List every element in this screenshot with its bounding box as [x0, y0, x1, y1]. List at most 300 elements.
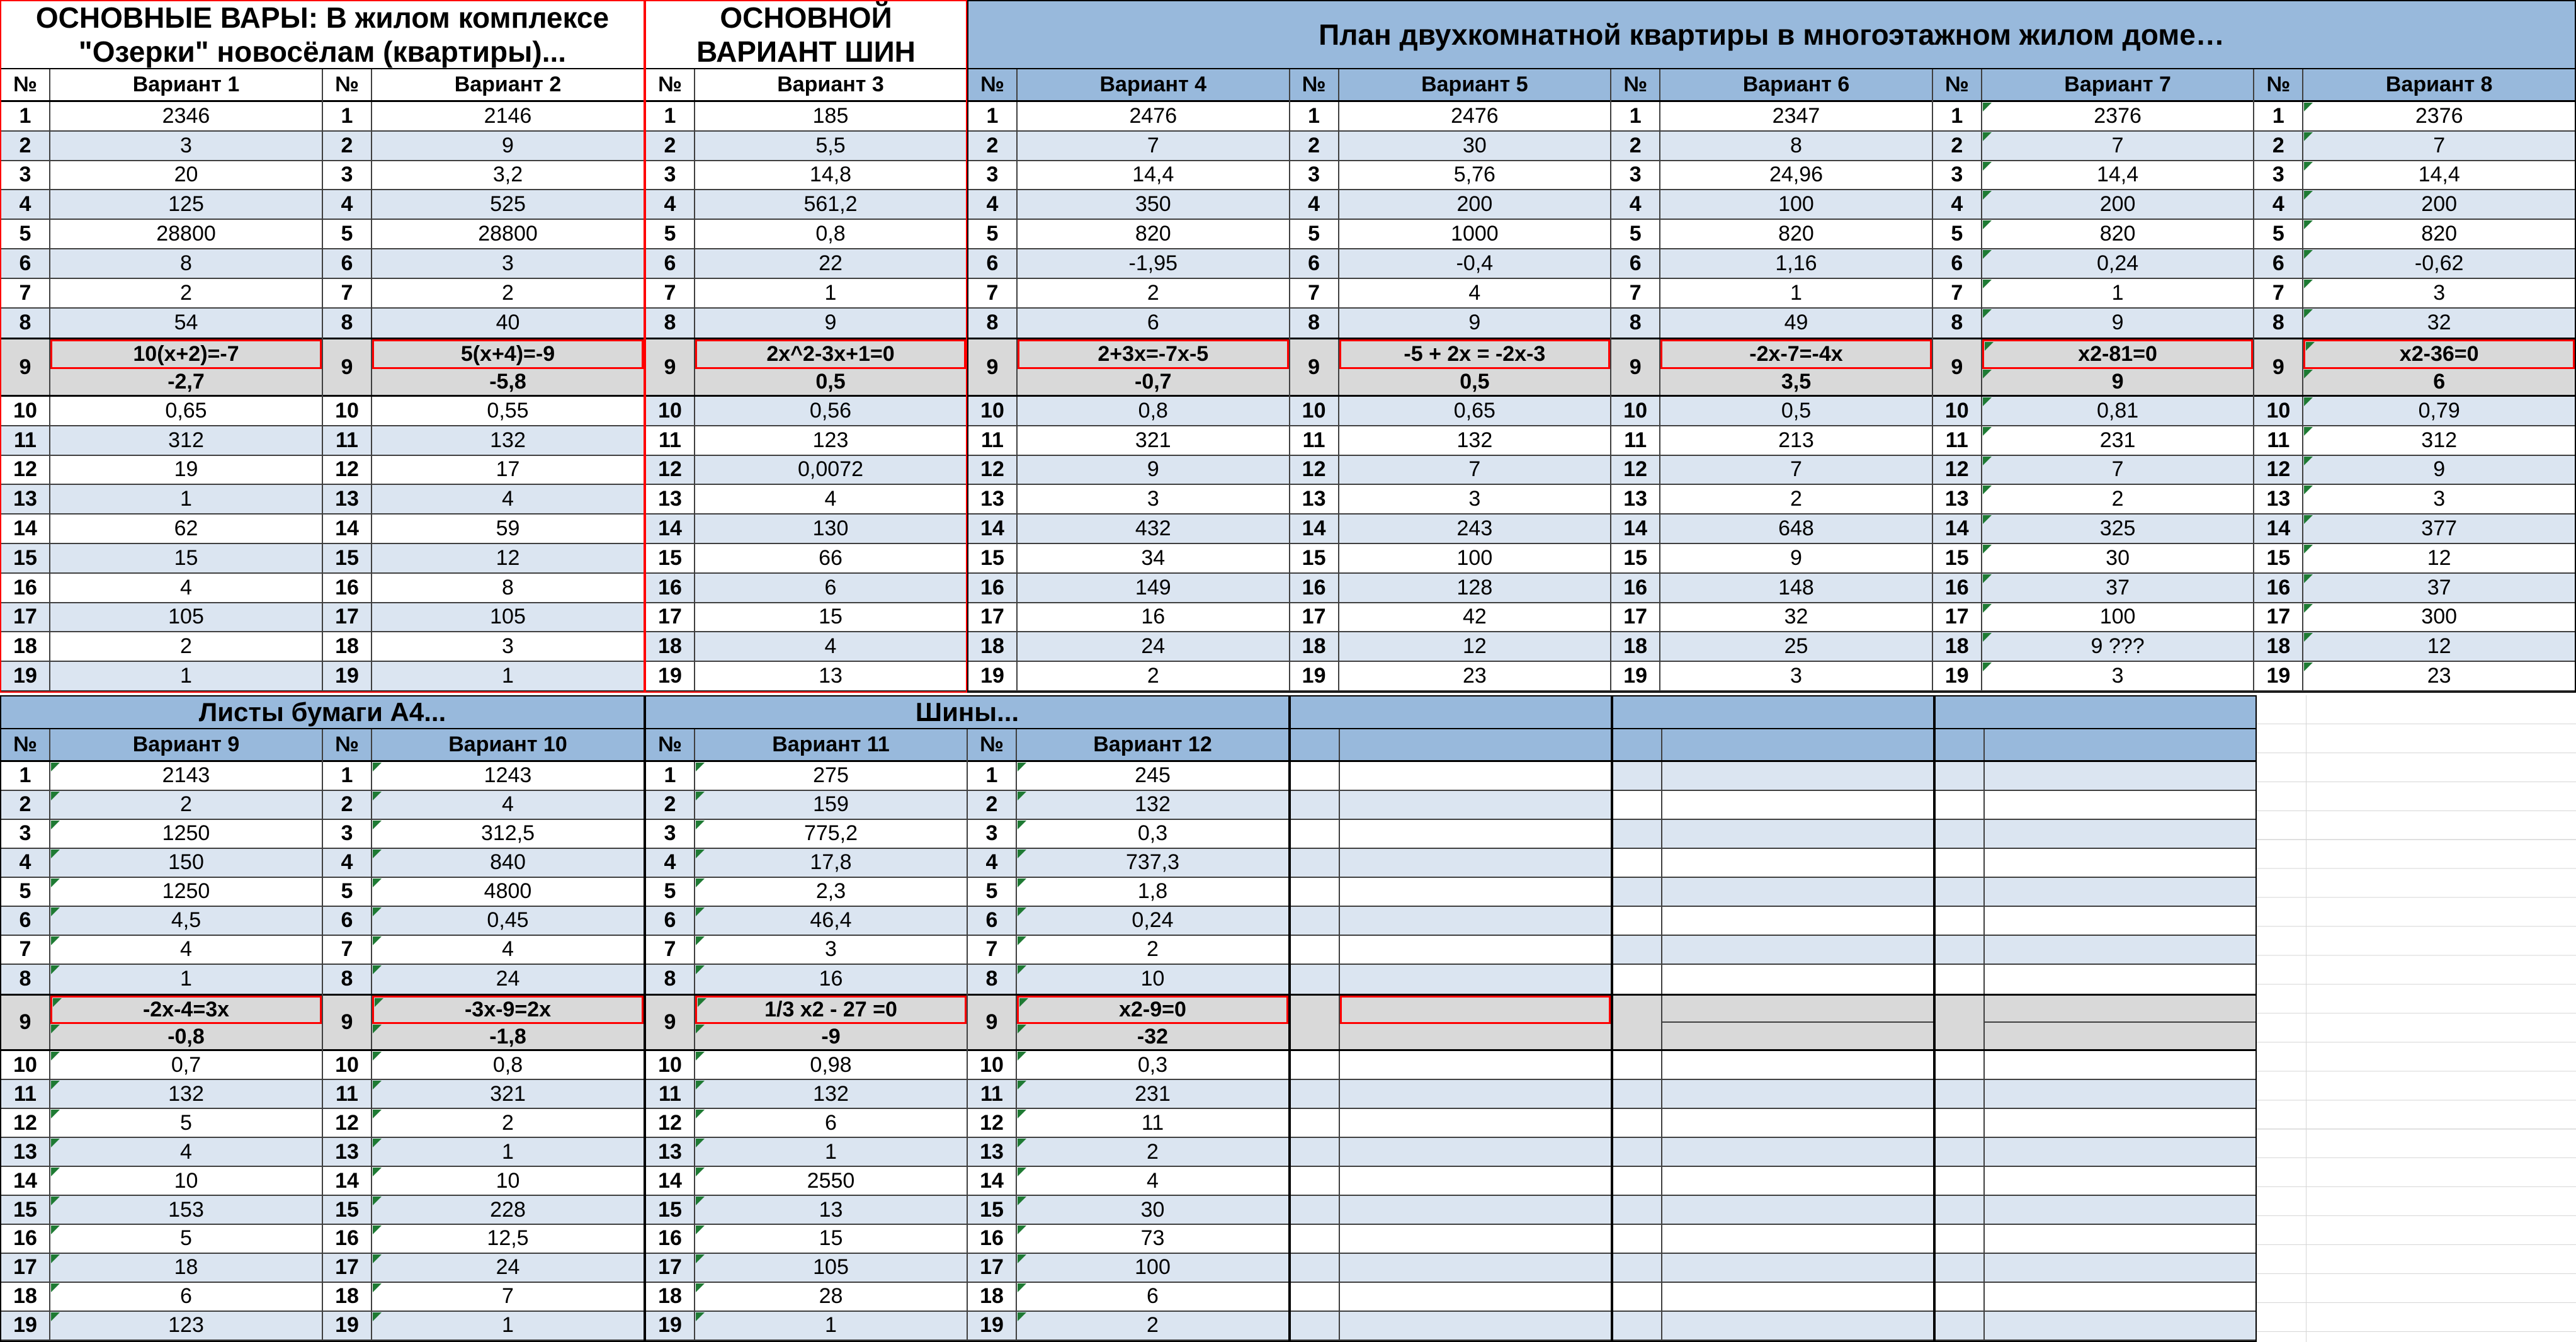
value-cell[interactable]: 10: [50, 1167, 322, 1195]
row-number-cell[interactable]: 1: [646, 762, 695, 790]
row-number-cell[interactable]: 4: [968, 849, 1017, 877]
row-number-header[interactable]: №: [968, 69, 1018, 100]
value-cell[interactable]: 20: [174, 162, 198, 187]
row-number-cell[interactable]: [1936, 849, 1985, 877]
variant-header[interactable]: [1985, 729, 2255, 760]
row-number-cell[interactable]: 16: [323, 1225, 372, 1253]
row-number-cell[interactable]: 2: [968, 791, 1017, 819]
value-cell[interactable]: [1662, 936, 1933, 964]
row-number-cell[interactable]: [1936, 791, 1985, 819]
value-cell[interactable]: 0,98: [695, 1051, 967, 1079]
value-cell[interactable]: 228: [372, 1196, 644, 1224]
value-cell[interactable]: 4: [695, 632, 966, 661]
value-cell[interactable]: 3: [1790, 664, 1802, 688]
value-cell[interactable]: [1985, 1312, 2255, 1339]
row-number-cell[interactable]: 19: [968, 662, 1018, 690]
variant-header[interactable]: Вариант 10: [372, 729, 644, 760]
row-number-cell[interactable]: 16: [968, 574, 1018, 602]
row-number-cell[interactable]: 10: [2254, 397, 2303, 425]
row-number-cell[interactable]: 9: [968, 996, 1017, 1050]
row-number-cell[interactable]: 14: [646, 1167, 695, 1195]
value-cell[interactable]: 2: [1017, 1312, 1288, 1339]
row-number-header[interactable]: №: [1, 69, 50, 100]
value-cell[interactable]: 1: [1982, 279, 2254, 307]
variant-header[interactable]: Вариант 6: [1660, 69, 1932, 100]
section-title[interactable]: План двухкомнатной квартиры в многоэтажном жилом доме…: [968, 1, 2575, 69]
row-number-header[interactable]: №: [968, 729, 1017, 760]
row-number-cell[interactable]: 18: [968, 632, 1018, 661]
equation-cell[interactable]: 5(x+4)=-9: [372, 339, 644, 369]
value-cell[interactable]: 200: [2303, 190, 2575, 219]
row-number-cell[interactable]: 12: [1611, 456, 1660, 484]
value-cell[interactable]: 62: [174, 516, 198, 541]
row-number-cell[interactable]: 17: [2254, 603, 2303, 632]
row-number-cell[interactable]: 4: [323, 190, 372, 219]
value-cell[interactable]: 2: [1790, 487, 1802, 511]
value-cell[interactable]: 0,8: [1018, 397, 1289, 425]
value-cell[interactable]: [1662, 762, 1933, 790]
row-number-cell[interactable]: [1936, 1051, 1985, 1079]
row-number-cell[interactable]: [1936, 1080, 1985, 1108]
row-number-cell[interactable]: [1613, 1167, 1662, 1195]
value-cell[interactable]: 4: [824, 487, 837, 511]
value-cell[interactable]: 9: [372, 132, 644, 160]
value-cell[interactable]: 24: [1018, 632, 1289, 661]
row-number-cell[interactable]: 18: [323, 1283, 372, 1311]
row-number-cell[interactable]: 2: [646, 132, 695, 160]
value-cell[interactable]: 1: [50, 965, 322, 994]
row-number-cell[interactable]: 7: [2254, 279, 2303, 307]
row-number-cell[interactable]: 14: [968, 1167, 1017, 1195]
row-number-cell[interactable]: [1936, 1138, 1985, 1166]
row-number-cell[interactable]: 3: [323, 820, 372, 848]
row-number-cell[interactable]: 7: [1, 279, 50, 307]
row-number-cell[interactable]: 11: [323, 1080, 372, 1108]
row-number-cell[interactable]: [1291, 1312, 1340, 1339]
row-number-cell[interactable]: 10: [1, 397, 50, 425]
row-number-cell[interactable]: 7: [1933, 279, 1982, 307]
value-cell[interactable]: 737,3: [1017, 849, 1288, 877]
equation-cell[interactable]: [1662, 996, 1933, 1023]
value-cell[interactable]: 28: [695, 1283, 967, 1311]
equation-cell[interactable]: -5 + 2x = -2x-3: [1339, 339, 1611, 369]
row-number-cell[interactable]: 5: [968, 878, 1017, 906]
row-number-cell[interactable]: 11: [646, 1080, 695, 1108]
variant-header[interactable]: Вариант 2: [454, 72, 562, 96]
value-cell[interactable]: 32: [2303, 309, 2575, 338]
value-cell[interactable]: 561,2: [695, 190, 966, 219]
value-cell[interactable]: 17,8: [695, 849, 967, 877]
value-cell[interactable]: 7: [1660, 456, 1932, 484]
value-cell[interactable]: 7: [2303, 132, 2575, 160]
row-number-cell[interactable]: 8: [1933, 309, 1982, 338]
row-number-cell[interactable]: 12: [968, 1109, 1017, 1137]
value-cell[interactable]: 648: [1660, 515, 1932, 543]
row-number-cell[interactable]: 11: [2254, 426, 2303, 455]
row-number-cell[interactable]: 15: [646, 1196, 695, 1224]
row-number-cell[interactable]: 7: [323, 279, 372, 307]
row-number-cell[interactable]: 12: [646, 456, 695, 484]
row-number-cell[interactable]: 8: [2254, 309, 2303, 338]
value-cell[interactable]: 150: [50, 849, 322, 877]
value-cell[interactable]: 300: [2303, 603, 2575, 632]
variant-header[interactable]: [1340, 729, 1611, 760]
value-cell[interactable]: 123: [50, 1312, 322, 1339]
row-number-cell[interactable]: 6: [968, 249, 1018, 278]
row-number-header[interactable]: №: [1933, 69, 1982, 100]
value-cell[interactable]: 13: [819, 664, 843, 688]
row-number-cell[interactable]: 4: [1, 190, 50, 219]
value-cell[interactable]: 0,55: [487, 398, 529, 423]
row-number-cell[interactable]: 2: [2254, 132, 2303, 160]
value-cell[interactable]: 2: [180, 634, 192, 659]
row-number-cell[interactable]: 10: [968, 1051, 1017, 1079]
row-number-cell[interactable]: 15: [1611, 544, 1660, 572]
row-number-cell[interactable]: 9: [1, 996, 50, 1050]
value-cell[interactable]: 46,4: [695, 907, 967, 935]
row-number-cell[interactable]: 3: [1, 161, 50, 190]
value-cell[interactable]: 23: [1462, 664, 1487, 688]
value-cell[interactable]: 1,8: [1017, 878, 1288, 906]
row-number-cell[interactable]: 8: [1290, 309, 1339, 338]
row-number-cell[interactable]: 18: [2254, 632, 2303, 661]
row-number-cell[interactable]: 8: [1611, 309, 1660, 338]
row-number-cell[interactable]: 18: [1, 632, 50, 661]
row-number-cell[interactable]: [1936, 1225, 1985, 1253]
section-title[interactable]: [1613, 697, 1933, 729]
row-number-cell[interactable]: 10: [1, 1051, 50, 1079]
value-cell[interactable]: 3: [1468, 487, 1481, 511]
row-number-cell[interactable]: [1613, 1109, 1662, 1137]
row-number-cell[interactable]: 16: [323, 574, 372, 602]
value-cell[interactable]: 1: [372, 1312, 644, 1339]
row-number-cell[interactable]: 7: [323, 936, 372, 964]
value-cell[interactable]: 7: [1339, 456, 1611, 484]
value-cell[interactable]: -0,62: [2303, 249, 2575, 278]
value-cell[interactable]: [1340, 1196, 1611, 1224]
value-cell[interactable]: 4: [1017, 1167, 1288, 1195]
row-number-cell[interactable]: 12: [323, 1109, 372, 1137]
value-cell[interactable]: 245: [1017, 762, 1288, 790]
value-cell[interactable]: 3: [502, 634, 514, 659]
row-number-cell[interactable]: [1291, 1080, 1340, 1108]
value-cell[interactable]: 24: [372, 1254, 644, 1282]
row-number-cell[interactable]: 15: [968, 1196, 1017, 1224]
equation-cell[interactable]: x2-81=0: [1982, 339, 2254, 369]
row-number-cell[interactable]: [1613, 907, 1662, 935]
row-number-cell[interactable]: [1936, 1196, 1985, 1224]
row-number-cell[interactable]: 2: [1933, 132, 1982, 160]
row-number-cell[interactable]: 5: [323, 220, 372, 248]
row-number-cell[interactable]: 6: [323, 249, 372, 278]
row-number-cell[interactable]: 4: [1, 849, 50, 877]
value-cell[interactable]: 321: [372, 1080, 644, 1108]
row-number-cell[interactable]: [1291, 1167, 1340, 1195]
value-cell[interactable]: [1662, 878, 1933, 906]
value-cell[interactable]: 12,5: [372, 1225, 644, 1253]
row-number-cell[interactable]: 13: [1611, 485, 1660, 513]
section-title[interactable]: [1936, 697, 2255, 729]
row-number-cell[interactable]: 14: [1, 1167, 50, 1195]
row-number-cell[interactable]: 16: [646, 574, 695, 602]
row-number-cell[interactable]: 11: [968, 426, 1018, 455]
equation-cell[interactable]: -2x-4=3x: [50, 996, 322, 1025]
row-number-cell[interactable]: 11: [1290, 426, 1339, 455]
row-number-cell[interactable]: 9: [646, 339, 695, 395]
value-cell[interactable]: 132: [1017, 791, 1288, 819]
row-number-cell[interactable]: 5: [1290, 220, 1339, 248]
row-number-header[interactable]: №: [323, 69, 372, 100]
row-number-cell[interactable]: 9: [1, 339, 50, 395]
row-number-cell[interactable]: 16: [1611, 574, 1660, 602]
row-number-cell[interactable]: 9: [2254, 339, 2303, 395]
value-cell[interactable]: [1662, 791, 1933, 819]
value-cell[interactable]: 7: [1982, 456, 2254, 484]
row-number-cell[interactable]: 14: [646, 515, 695, 543]
row-number-cell[interactable]: 15: [646, 544, 695, 572]
row-number-cell[interactable]: 15: [323, 1196, 372, 1224]
value-cell[interactable]: 24: [372, 965, 644, 994]
value-cell[interactable]: [1662, 1138, 1933, 1166]
row-number-cell[interactable]: 12: [1290, 456, 1339, 484]
value-cell[interactable]: 2: [180, 280, 192, 305]
value-cell[interactable]: 2: [372, 1109, 644, 1137]
row-number-cell[interactable]: [1936, 878, 1985, 906]
value-cell[interactable]: 7: [1982, 132, 2254, 160]
row-number-cell[interactable]: 11: [1611, 426, 1660, 455]
section-title[interactable]: [1291, 697, 1611, 729]
value-cell[interactable]: 0,79: [2303, 397, 2575, 425]
value-cell[interactable]: 59: [496, 516, 520, 541]
value-cell[interactable]: 377: [2303, 515, 2575, 543]
answer-cell[interactable]: 0,5: [695, 369, 966, 395]
value-cell[interactable]: [1340, 1225, 1611, 1253]
variant-header[interactable]: Вариант 7: [1982, 69, 2254, 100]
value-cell[interactable]: [1985, 849, 2255, 877]
row-number-header[interactable]: №: [323, 729, 372, 760]
value-cell[interactable]: [1662, 1225, 1933, 1253]
row-number-cell[interactable]: 3: [646, 820, 695, 848]
section-title[interactable]: ОСНОВНОЙ ВАРИАНТ ШИН: [646, 1, 966, 69]
row-number-cell[interactable]: 19: [646, 1312, 695, 1339]
value-cell[interactable]: [1340, 849, 1611, 877]
value-cell[interactable]: [1985, 791, 2255, 819]
section-title[interactable]: Шины...: [646, 697, 1288, 729]
answer-cell[interactable]: -32: [1017, 1024, 1288, 1049]
row-number-cell[interactable]: 1: [1933, 102, 1982, 130]
value-cell[interactable]: 9: [1982, 309, 2254, 338]
value-cell[interactable]: 3: [1147, 487, 1159, 511]
row-number-cell[interactable]: 13: [323, 1138, 372, 1166]
row-number-cell[interactable]: [1936, 907, 1985, 935]
value-cell[interactable]: 6: [695, 1109, 967, 1137]
variant-header[interactable]: Вариант 8: [2303, 69, 2575, 100]
value-cell[interactable]: 0,3: [1017, 820, 1288, 848]
value-cell[interactable]: 4: [372, 485, 644, 513]
answer-cell[interactable]: 3,5: [1660, 369, 1932, 395]
row-number-cell[interactable]: [1613, 849, 1662, 877]
value-cell[interactable]: 28800: [478, 222, 538, 246]
answer-cell[interactable]: -1,8: [372, 1024, 644, 1049]
row-number-cell[interactable]: 1: [323, 762, 372, 790]
value-cell[interactable]: 2: [1147, 664, 1159, 688]
value-cell[interactable]: 7: [1018, 132, 1289, 160]
row-number-cell[interactable]: 2: [1290, 132, 1339, 160]
value-cell[interactable]: 30: [1339, 132, 1611, 160]
row-number-cell[interactable]: 16: [1933, 574, 1982, 602]
value-cell[interactable]: [1662, 965, 1933, 994]
value-cell[interactable]: 2476: [1129, 103, 1177, 128]
row-number-cell[interactable]: 3: [968, 820, 1017, 848]
row-number-cell[interactable]: 3: [646, 161, 695, 190]
equation-cell[interactable]: [1985, 996, 2255, 1023]
value-cell[interactable]: 22: [695, 249, 966, 278]
row-number-cell[interactable]: 17: [1933, 603, 1982, 632]
row-number-cell[interactable]: 9: [323, 996, 372, 1050]
row-number-cell[interactable]: [1613, 878, 1662, 906]
value-cell[interactable]: 432: [1018, 515, 1289, 543]
value-cell[interactable]: 4: [50, 1138, 322, 1166]
value-cell[interactable]: [1985, 1138, 2255, 1166]
row-number-cell[interactable]: [1613, 936, 1662, 964]
row-number-cell[interactable]: 7: [1290, 279, 1339, 307]
row-number-cell[interactable]: 5: [2254, 220, 2303, 248]
row-number-cell[interactable]: 13: [646, 485, 695, 513]
row-number-cell[interactable]: [1291, 1109, 1340, 1137]
row-number-cell[interactable]: 4: [1611, 190, 1660, 219]
section-title[interactable]: Листы бумаги А4...: [1, 697, 644, 729]
row-number-cell[interactable]: 15: [323, 544, 372, 572]
row-number-header[interactable]: №: [1611, 69, 1660, 100]
value-cell[interactable]: 40: [372, 309, 644, 338]
value-cell[interactable]: 16: [695, 965, 967, 994]
answer-cell[interactable]: 0,5: [1339, 369, 1611, 395]
value-cell[interactable]: 132: [695, 1080, 967, 1108]
value-cell[interactable]: 1: [372, 1138, 644, 1166]
value-cell[interactable]: 4: [372, 936, 644, 964]
row-number-cell[interactable]: 13: [646, 1138, 695, 1166]
row-number-cell[interactable]: 6: [646, 249, 695, 278]
value-cell[interactable]: 5: [50, 1109, 322, 1137]
row-number-cell[interactable]: [1936, 936, 1985, 964]
row-number-cell[interactable]: 2: [646, 791, 695, 819]
row-number-cell[interactable]: 3: [968, 161, 1018, 190]
row-number-header[interactable]: [1936, 729, 1985, 760]
value-cell[interactable]: [1340, 936, 1611, 964]
value-cell[interactable]: 0,65: [1339, 397, 1611, 425]
value-cell[interactable]: 73: [1017, 1225, 1288, 1253]
value-cell[interactable]: 25: [1660, 632, 1932, 661]
value-cell[interactable]: 6: [1017, 1283, 1288, 1311]
value-cell[interactable]: [1985, 878, 2255, 906]
value-cell[interactable]: 132: [50, 1080, 322, 1108]
row-number-cell[interactable]: 12: [1, 456, 50, 484]
row-number-cell[interactable]: 12: [2254, 456, 2303, 484]
value-cell[interactable]: 10: [1017, 965, 1288, 994]
row-number-cell[interactable]: 6: [2254, 249, 2303, 278]
value-cell[interactable]: 8: [1660, 132, 1932, 160]
value-cell[interactable]: -0,4: [1339, 249, 1611, 278]
value-cell[interactable]: 5: [50, 1225, 322, 1253]
row-number-cell[interactable]: 18: [968, 1283, 1017, 1311]
value-cell[interactable]: 2376: [2303, 102, 2575, 130]
answer-cell[interactable]: [1340, 1024, 1611, 1049]
value-cell[interactable]: 42: [1462, 605, 1487, 629]
row-number-cell[interactable]: 6: [323, 907, 372, 935]
value-cell[interactable]: 9: [1790, 545, 1802, 570]
value-cell[interactable]: 14,8: [809, 162, 852, 187]
value-cell[interactable]: [1985, 936, 2255, 964]
row-number-cell[interactable]: 5: [1933, 220, 1982, 248]
equation-cell[interactable]: 1/3 x2 - 27 =0: [695, 996, 967, 1025]
row-number-cell[interactable]: [1291, 878, 1340, 906]
value-cell[interactable]: 1: [1790, 280, 1802, 305]
value-cell[interactable]: 4: [180, 575, 192, 600]
value-cell[interactable]: 66: [819, 545, 843, 570]
section-title[interactable]: ОСНОВНЫЕ ВАРЫ: В жилом комплексе "Озерки" новосёлам (квартиры)...: [1, 1, 644, 69]
row-number-cell[interactable]: 1: [1, 762, 50, 790]
value-cell[interactable]: 5,5: [695, 132, 966, 160]
value-cell[interactable]: 0,56: [695, 397, 966, 425]
value-cell[interactable]: 132: [372, 426, 644, 455]
row-number-cell[interactable]: 19: [968, 1312, 1017, 1339]
value-cell[interactable]: 2146: [484, 103, 532, 128]
row-number-cell[interactable]: 8: [1, 309, 50, 338]
variant-header[interactable]: [1662, 729, 1933, 760]
value-cell[interactable]: 12: [372, 544, 644, 572]
row-number-cell[interactable]: 15: [1933, 544, 1982, 572]
row-number-cell[interactable]: 17: [646, 603, 695, 632]
row-number-cell[interactable]: 9: [1933, 339, 1982, 395]
value-cell[interactable]: [1985, 1080, 2255, 1108]
value-cell[interactable]: 525: [372, 190, 644, 219]
row-number-cell[interactable]: 3: [1290, 161, 1339, 190]
row-number-cell[interactable]: 4: [968, 190, 1018, 219]
value-cell[interactable]: 9 ???: [1982, 632, 2254, 661]
row-number-cell[interactable]: 1: [1611, 102, 1660, 130]
row-number-cell[interactable]: 19: [1933, 662, 1982, 690]
value-cell[interactable]: [1662, 1051, 1933, 1079]
row-number-cell[interactable]: 10: [1933, 397, 1982, 425]
row-number-cell[interactable]: 16: [1, 1225, 50, 1253]
row-number-cell[interactable]: 14: [323, 1167, 372, 1195]
row-number-cell[interactable]: 13: [2254, 485, 2303, 513]
row-number-cell[interactable]: 5: [323, 878, 372, 906]
row-number-cell[interactable]: 19: [646, 662, 695, 690]
row-number-cell[interactable]: 6: [1611, 249, 1660, 278]
value-cell[interactable]: 231: [1017, 1080, 1288, 1108]
value-cell[interactable]: [1662, 820, 1933, 848]
value-cell[interactable]: 159: [695, 791, 967, 819]
row-number-cell[interactable]: 7: [968, 936, 1017, 964]
value-cell[interactable]: 321: [1135, 428, 1171, 452]
row-number-cell[interactable]: [1613, 1254, 1662, 1282]
row-number-cell[interactable]: 14: [968, 515, 1018, 543]
row-number-cell[interactable]: 17: [968, 603, 1018, 632]
value-cell[interactable]: [1662, 1109, 1933, 1137]
row-number-cell[interactable]: 5: [968, 220, 1018, 248]
row-number-cell[interactable]: 2: [1, 132, 50, 160]
row-number-cell[interactable]: 9: [323, 339, 372, 395]
value-cell[interactable]: 2: [1147, 280, 1159, 305]
row-number-cell[interactable]: [1936, 1283, 1985, 1311]
value-cell[interactable]: [1340, 1283, 1611, 1311]
value-cell[interactable]: 1250: [50, 878, 322, 906]
row-number-cell[interactable]: 18: [1611, 632, 1660, 661]
value-cell[interactable]: 820: [1135, 222, 1171, 246]
row-number-cell[interactable]: 5: [1611, 220, 1660, 248]
row-number-cell[interactable]: 11: [1, 1080, 50, 1108]
